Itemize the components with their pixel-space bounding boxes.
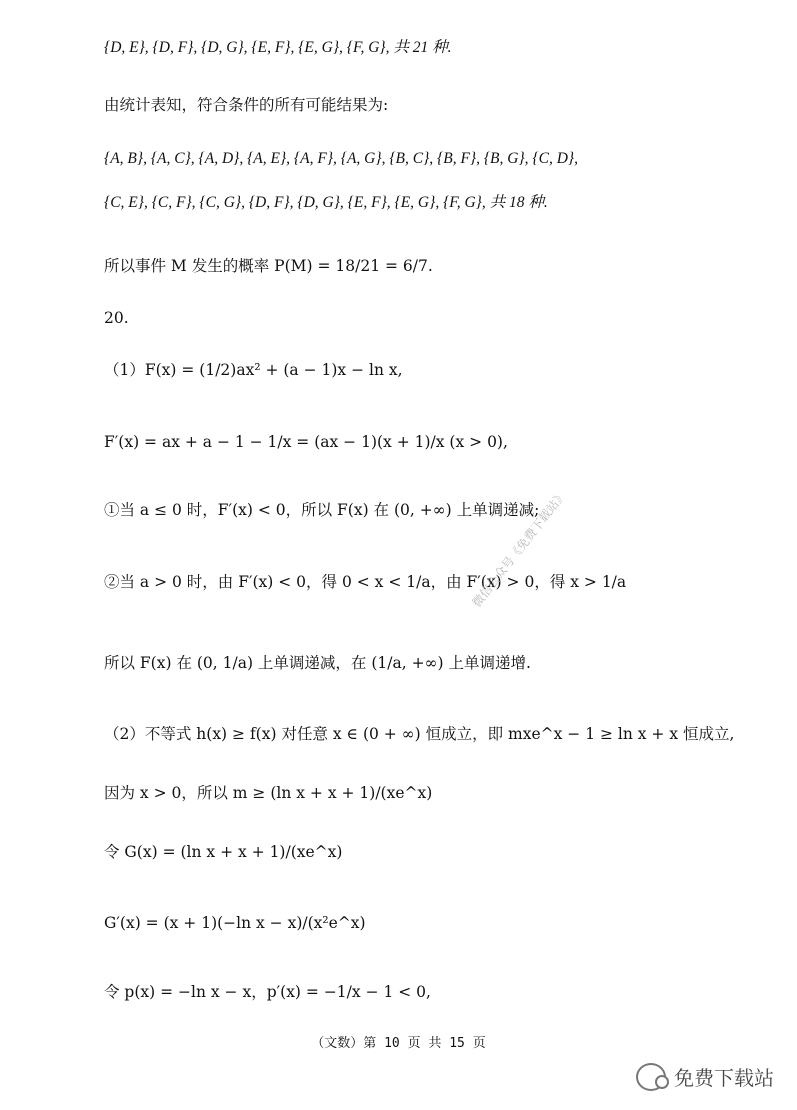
- logo-text: 免费下载站: [674, 1066, 774, 1090]
- part-2-inequality: （2）不等式 h(x) ≥ f(x) 对任意 x ∈ (0 + ∞) 恒成立，即 mxe^x − 1 ≥ ln x + x 恒成立,: [104, 725, 735, 743]
- case-a-positive: ②当 a > 0 时，由 F′(x) < 0，得 0 < x < 1/a，由 F′(x) > 0，得 x > 1/a: [104, 573, 627, 591]
- line-sets-de-fg: {D, E}, {D, F}, {D, G}, {E, F}, {E, G}, {F, G}, 共 21 种.: [104, 39, 452, 56]
- part-1-function: （1）F(x) = (1/2)ax² + (a − 1)x − ln x,: [104, 361, 403, 379]
- case-a-nonpositive: ①当 a ≤ 0 时，F′(x) < 0，所以 F(x) 在 (0, +∞) 上单调递减;: [104, 501, 540, 519]
- define-g: 令 G(x) = (ln x + x + 1)/(xe^x): [104, 843, 343, 861]
- line-sets-ce-fg: {C, E}, {C, F}, {C, G}, {D, F}, {D, G}, {E, F}, {E, G}, {F, G}, 共 18 种.: [104, 194, 548, 211]
- g-derivative: G′(x) = (x + 1)(−ln x − x)/(x²e^x): [104, 914, 366, 932]
- wechat-icon: [636, 1063, 666, 1091]
- line-probability: 所以事件 M 发生的概率 P(M) = 18/21 = 6/7.: [104, 257, 433, 275]
- line-statistics-result: 由统计表知，符合条件的所有可能结果为:: [104, 96, 389, 114]
- define-p: 令 p(x) = −ln x − x，p′(x) = −1/x − 1 < 0,: [104, 983, 431, 1001]
- line-sets-ab-cd: {A, B}, {A, C}, {A, D}, {A, E}, {A, F}, {A, G}, {B, C}, {B, F}, {B, G}, {C, D},: [104, 150, 578, 167]
- question-number: 20.: [104, 309, 129, 327]
- watermark: 微信公众号《免费下载站》: [469, 487, 570, 610]
- m-bound: 因为 x > 0，所以 m ≥ (ln x + x + 1)/(xe^x): [104, 784, 433, 802]
- wechat-logo: [636, 1062, 774, 1091]
- page-footer: （文数）第 10 页 共 15 页: [311, 1036, 486, 1051]
- derivative-line: F′(x) = ax + a − 1 − 1/x = (ax − 1)(x + 1)/x (x > 0),: [104, 433, 508, 451]
- monotonicity-conclusion: 所以 F(x) 在 (0, 1/a) 上单调递减，在 (1/a, +∞) 上单调递增.: [104, 654, 531, 672]
